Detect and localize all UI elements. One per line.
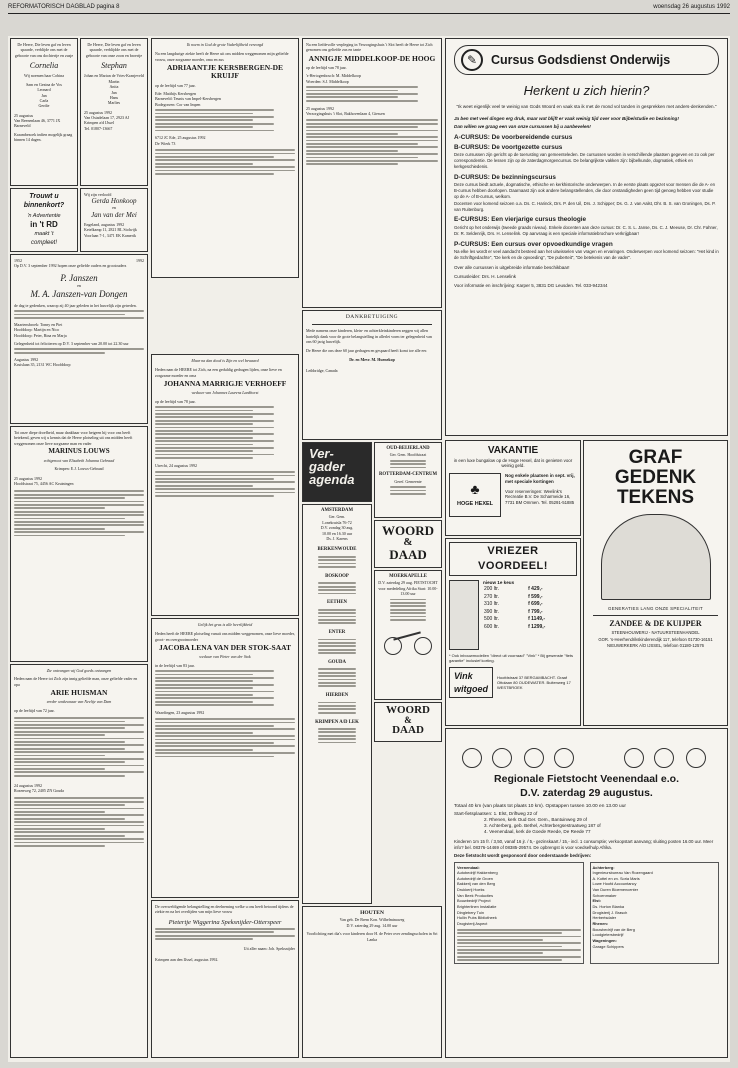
janszen-body: de dag te gedenken, waarop zij 40 jaar geleden in het huwelijk zijn getreden. xyxy=(14,302,137,308)
graf-desc: STEENHOUWERIJ - NATUURSTEENHANDEL xyxy=(611,629,700,635)
masthead-right: woensdag 26 augustus 1992 xyxy=(653,4,730,10)
vriezer-note: * Ook inbouwmodellen "direct uit voorraad" "Vink" * Bij gewenste "fiets garantie" inclusief korting. xyxy=(449,652,573,664)
tree-icon: ♣ xyxy=(470,483,480,499)
cornelia-child: Gerdie xyxy=(38,103,50,109)
fiets-sponsor: Deze fietstocht wordt gesponsord door onderstaande bedrijven: xyxy=(454,853,592,859)
hon-addr2: Voorlaan 7-1, 3471 EK Kamerik xyxy=(84,232,137,238)
engagement-honkoop xyxy=(80,188,148,252)
agenda-place: ENTER xyxy=(328,630,346,636)
price-row xyxy=(483,593,577,601)
houten-note: Voorlichting met dia's voor kinderen door H. de Peter over zendingsscholen in Sri Lanka xyxy=(306,931,438,942)
hon-name2: Jan van der Mei xyxy=(91,210,137,219)
masthead xyxy=(8,4,730,14)
janszen-and: en xyxy=(77,283,81,289)
sponsor-item: Brighterlinen Installatie xyxy=(457,904,497,910)
vakantie-title: VAKANTIE xyxy=(487,445,539,456)
vakantie-ad xyxy=(445,440,581,536)
janszen-extra: Gelegenheid tot feliciteren op D.V. 3 september van 20.00 tot 22.30 uur xyxy=(14,341,129,346)
sponsor-item: Van Beek Producties xyxy=(457,892,494,898)
graf-firm: ZANDEE & DE KUIJPER xyxy=(609,618,702,628)
sponsor-item: Elst: xyxy=(592,898,601,904)
janszen-name1: P. Janszen xyxy=(60,272,98,283)
price-value: f 799,- xyxy=(528,608,543,615)
vergader-agenda-logo xyxy=(302,442,372,502)
cursus-docent: Docenten voor komend seizoen o.a. Ds. C. Harinck, Drs. P. den Uil, Drs. J. Schipper; Ds. G. J. van Aalst, Dhr. B. S. van Groningen, Ds. P. van Ruitenburg. xyxy=(454,200,716,212)
arie-sub: eerder weduwnaar van Neeltje van Dam xyxy=(46,699,112,705)
sponsor-item: Drogisterij Aspect xyxy=(457,921,488,927)
price-row xyxy=(483,608,577,616)
agenda-line: Ds. J. Karens xyxy=(326,536,348,542)
stephan-intro: De Heere, Die leven gaf en leven spaarde, verblijdde ons met de geboorte van onze zoon en broertje xyxy=(85,42,143,58)
vriezer-shops: Hoofdstraat 37 BERGAMBACHT. Graaf Ottolaan 80 OUDEWATER. Buitenweg 17 WESTBROEK xyxy=(496,674,571,691)
hon-date: Engeland, augustus 1992 xyxy=(84,221,125,227)
vriezer-sub: nieuw 1e keus xyxy=(483,579,515,585)
obituary-annigje xyxy=(302,38,442,308)
sponsor-item: Veenendaal: xyxy=(457,864,480,870)
woord-daad-word: WOORD xyxy=(386,704,430,716)
dankbetuiging xyxy=(302,310,442,440)
sponsor-item: Autobedrijf de Groen xyxy=(457,875,493,881)
graf-gedenktekens-ad xyxy=(583,440,728,726)
adri-age: op de leeftijd van 77 jaar. xyxy=(155,82,196,88)
janszen-kid: Hoofddorp: Martijn en Nico xyxy=(14,327,60,333)
agenda-place: HIERDEN xyxy=(325,693,349,699)
sponsor-item: Herbertsdaler xyxy=(592,915,617,921)
trouw-line4: in 't RD xyxy=(30,220,58,230)
price-size: 390 ltr. xyxy=(484,608,500,615)
cursus-bold2: Dan willen we graag een van onze cursussen bij u aanbevelen! xyxy=(454,123,591,129)
johanna-motto: Maar na dan dood is Zijn en wel bewaard xyxy=(191,358,259,363)
stephan-child: Martin xyxy=(108,78,120,84)
marinus-place: Krimpen: E.J. Louws-Gebraad xyxy=(54,466,104,472)
sponsor-item: A. Kottel en zn. Soria Maris xyxy=(592,875,640,881)
sponsor-item: Loodgietersbedrijf xyxy=(592,932,624,938)
fiets-title: Regionale Fietstocht Veenendaal e.o. xyxy=(494,773,679,785)
cursus-title: Cursus Godsdienst Onderwijs xyxy=(491,52,671,67)
hon-addr1: Ketelkamp 11, 2821 BL Stolwijk xyxy=(84,227,137,233)
price-value: f 1299,- xyxy=(528,623,546,630)
adri-motto: Ik noem in God de grote Vaderlijkheid verzorgd xyxy=(186,42,264,47)
hon-name1: Gerda Honkoop xyxy=(91,197,137,206)
stephan-child: Jan xyxy=(111,89,117,95)
price-row xyxy=(483,586,577,594)
houten-body: D.V. zaterdag 29 aug. 14.00 uur xyxy=(346,922,398,928)
cursus-a-heading: A-CURSUS: De voorbereidende cursus xyxy=(454,134,573,142)
anniversary-janszen xyxy=(10,254,148,424)
woord-daad-daad: DAAD xyxy=(392,724,424,736)
cursus-godsdienst-onderwijs-ad xyxy=(445,38,728,436)
cornelia-note: Kraambezoek indien mogelijk graag binnen 14 dagen. xyxy=(14,131,73,143)
price-size: 500 ltr. xyxy=(484,616,500,623)
cornelia-address: Van Reenenlaan 46, 3771 JX Barneveld xyxy=(14,118,61,129)
adri-name: ADRIAANTJE KERSBERGEN-DE KRUIJF xyxy=(166,63,284,81)
sponsor-item: Drogisterij J. Brasch xyxy=(592,909,628,915)
agenda-line: D.V. zondag 30 aug. xyxy=(320,525,354,531)
janszen-address: Kruislaan 35, 2131 WC Hoofddorp xyxy=(14,361,71,367)
annigje-date: 25 augustus 1992 xyxy=(306,105,334,111)
sponsor-item: Dinglebery Tuin xyxy=(457,909,485,915)
graf-tagline: GENERATIES LANG ONZE SPECIALITEIT xyxy=(608,605,703,611)
janszen-name2: M. A. Janszen-van Dongen xyxy=(30,288,128,299)
hoge-hexel-logo xyxy=(449,473,501,517)
janszen-date: Augustus 1992 xyxy=(14,356,39,362)
marinus-sub: echtgenoot van Elisabeth Johanna Gebraad xyxy=(43,457,115,463)
agenda-place: KRIMPEN A/D LEK xyxy=(315,719,359,725)
cursus-over: Over alle cursussen is uitgebreide informatie beschikbaar! xyxy=(454,264,570,270)
cursus-leider: Cursusleider: Drs. H. Lenselink xyxy=(454,273,517,279)
jacoba-name: JACOBA LENA VAN DER STOK-SAAT xyxy=(159,643,291,653)
adri-relative: Ede: Matthijs Kersbergen xyxy=(155,91,197,97)
agenda-line: 10.00 en 16.30 uur xyxy=(321,530,353,536)
agenda-line: Ger. Gem. xyxy=(328,514,346,520)
adri-relative: Barneveld: Teunis van Impel-Kersbergen xyxy=(155,96,221,102)
marinus-address: Hoofdstraat 75, 4456 AC Kruiningen xyxy=(14,481,74,487)
dank-title: DANKBETUIGING xyxy=(345,314,399,320)
annigje-name: ANNIGJE MIDDELKOOP-DE HOOG xyxy=(308,53,436,63)
cornelia-child: Jan xyxy=(41,92,47,98)
stephan-child: Marlies xyxy=(107,100,121,106)
cursus-b-heading: B-CURSUS: De voortgezette cursus xyxy=(454,143,563,151)
janszen-year2: 1992 xyxy=(136,258,144,263)
woord-daad-amp: & xyxy=(403,536,413,548)
annigje-address: Verzorgingshuis 't Slot, Bakhovenlaan 4, Giessen xyxy=(306,110,385,116)
sponsor-list-2 xyxy=(590,862,720,965)
agenda-place: BOSKOOP xyxy=(325,573,349,579)
sponsor-item: Wageningen: xyxy=(592,938,617,944)
agenda-brand1: Ver- xyxy=(309,446,334,461)
cornelia-child: Leonard xyxy=(37,87,51,93)
arie-name: ARIE HUISMAN xyxy=(50,688,108,698)
cursus-bold1: Ja ben met veel dingen erg druk, maar wat blijft er vaak weinig tijd over voor Bijbelstudie en bezinning! xyxy=(454,115,679,121)
dank-place: Lethbridge, Canada xyxy=(306,368,338,374)
pietertje-sign: Uit aller naam: Joh. Speksnijder xyxy=(243,945,295,951)
johanna-date: Utrecht, 24 augustus 1992 xyxy=(155,462,197,468)
jacoba-age: in de leeftijd van 83 jaar. xyxy=(155,662,195,668)
trouw-line6: compleet! xyxy=(30,239,57,246)
sponsor-item: Bouwbedrijf Project xyxy=(457,898,491,904)
graf-line3: TEKENS xyxy=(616,486,695,508)
price-value: f 429,- xyxy=(528,586,543,593)
jacoba-sub: weduwe van Pieter van der Stok xyxy=(199,654,251,660)
obituary-adriaantje xyxy=(151,38,299,278)
sponsor-list-1 xyxy=(454,862,584,965)
bicycle-illustration xyxy=(378,627,438,657)
cornelia-child: Carla xyxy=(39,97,49,103)
adri-intro: Na een langdurige ziekte heeft de Heere uit ons midden weggenomen mijn geliefde vrouw, onze zorgzame moeder, oma en zus xyxy=(155,51,289,62)
cornelia-parents: Sam en Gezina de Vos xyxy=(26,81,62,87)
fiets-start: 2. Rhenen, kerk Oud Ger. Gem., Bantuinweg 29 of xyxy=(484,817,587,822)
vriezer-price-table xyxy=(483,586,577,631)
sponsor-item: Garage Schippers xyxy=(592,943,624,949)
price-value: f 599,- xyxy=(528,593,543,600)
woord-daad-logo-2 xyxy=(374,702,442,742)
obituary-arie xyxy=(10,664,148,1058)
houten-sub: Van geb. De Brem Kon. Wilhelminaweg xyxy=(339,917,405,923)
oud-body: Ger. Gem. Hoofdstraat xyxy=(389,452,427,458)
annigje-relative: 's-Hertogenbosch: M. Middelkoop xyxy=(306,73,362,79)
dank-sign: De Heere die ons deze 60 jaar gedragen en gespaard heeft komt toe alle eer. xyxy=(306,347,428,353)
fietstocht-ad xyxy=(445,728,728,1058)
woord-daad-amp: & xyxy=(404,715,412,725)
cursus-p-heading: P-CURSUS: Een cursus over opvoedkundige vragen xyxy=(454,240,613,248)
agenda-houten xyxy=(302,906,442,1058)
jacoba-intro: Heden heeft de HEERE plotseling vanuit ons midden weggenomen, onze lieve moeder, groot- en overgrootmoeder xyxy=(155,631,295,642)
pietertje-date: Krimpen aan den IJssel, augustus 1992. xyxy=(155,957,219,963)
announcement-cornelia xyxy=(10,38,78,186)
vriezer-title: VRIEZER VOORDEEL! xyxy=(449,542,577,576)
fiets-totaal: Totaal 40 km (van plaats tot plaats 10 km). Opstappen tussen 10.00 en 13.00 uur xyxy=(454,804,626,810)
agenda-place: GOUDA xyxy=(328,659,346,665)
adri-relative: Bodegraven: Cor van Impen xyxy=(155,101,201,107)
price-row xyxy=(483,624,577,632)
johanna-age: op de leeftijd van 78 jaar. xyxy=(155,398,196,404)
moerkapelle-body: D.V. zaterdag 29 aug. FIETSTOCHT voor mededeling Afrika Start: 10.00-13.00 uur xyxy=(378,580,438,597)
agenda-brand3: agenda xyxy=(309,472,355,487)
price-size: 200 ltr. xyxy=(484,586,500,593)
masthead-left: REFORMATORISCH DAGBLAD pagina 8 xyxy=(8,4,120,10)
cursus-subtitle: Herkent u zich hierin? xyxy=(523,83,650,98)
cursus-header xyxy=(454,45,719,75)
sponsor-item: Rhenen: xyxy=(592,921,609,927)
obituary-marinus xyxy=(10,426,148,662)
pietertje-intro: De overweldigende belangstelling en deelneming welke u ons heeft betoond tijdens de ziekte en na het overlijden van mijn lieve vrouw xyxy=(155,904,294,915)
johanna-intro: Heden nam de HEERE tot Zich, na een geduldig gedragen lijden, onze lieve en zorgzame moeder en oma xyxy=(155,367,282,378)
woord-daad-daad: DAAD xyxy=(389,547,427,562)
cursus-d-text: Deze cursus biedt actuele, dogmatische, ethische en kerkhistorische onderwerpen. In de eerste plaats opgezet voor mensen die de A- en B-cursus hebben doorlopen. Daarnaast zijn ook andere belangstellenden, die door onstandigheden geen tijd genoeg hebben voor studie op de A- of B-cursus, welkom. xyxy=(454,182,716,200)
oud-head: OUD-BEIJERLAND xyxy=(386,446,430,451)
cursus-logo-icon: ✎ xyxy=(461,49,483,71)
fiets-date: D.V. zaterdag 29 augustus. xyxy=(520,787,653,800)
vakantie-offer: Nog enkele plaatsen in sept. vrij, met speciale kortingen xyxy=(505,473,575,485)
marinus-date: 25 augustus 1992 xyxy=(14,475,42,481)
rotterdam-body: Geref. Gemeente xyxy=(394,478,422,484)
price-size: 270 ltr. xyxy=(484,593,500,600)
graf-address: GOR. 's-Heerhendrikskinderendijk 117, telefoon 01730-16151 xyxy=(598,637,713,643)
thanks-pietertje xyxy=(151,900,299,1058)
gravestone-illustration xyxy=(601,514,711,600)
announcement-stephan xyxy=(80,38,148,186)
rotterdam-head: ROTTERDAM-CENTRUM xyxy=(378,472,438,478)
cursus-ab-text: Deze cursussen zijn gericht op de toerusting van gemeenteleden. De cursussen worden in verschillende plaatsen gegeven en zo ook per correspondentie. De lessen zijn op de zaterdagmorgencursus. De belangrijkste vakken zijn: bijbelkunde, dogmatiek, ethiek en kerkgeschiedenis. xyxy=(454,152,715,169)
janszen-kid: Maartensbroek: Tonny en Piet xyxy=(14,321,63,327)
trouw-line1: Trouwt u xyxy=(29,193,59,200)
vakantie-contact: Voor reserveringen: Weelink's Recreatie B.V. De Scharmeide 16, 7731 BM Ommen. Tel. 05291-51885 xyxy=(505,488,575,506)
agenda-brand2: gader xyxy=(309,459,345,474)
marinus-intro: Tot onze diepe droefheid, maar dankbaar voor hetgeen hij voor ons heeft betekend, geven wij u kennis dat de Heere plotseling uit ons midden heeft weggenomen onze lieve zorgzame man en vader xyxy=(14,430,133,446)
vakantie-line: in een luxe bungalow op de Hoge Hexel, dat is genieten voor weinig geld. xyxy=(453,457,573,469)
adri-address: De Wierk 73 xyxy=(155,140,176,146)
stephan-date: 25 augustus 1992 xyxy=(84,109,112,115)
arie-date: 24 augustus 1992 xyxy=(14,782,42,788)
agenda-moerkapelle xyxy=(374,570,442,700)
trouw-line3: 'n Advertentie xyxy=(27,212,61,219)
stephan-child: Hans xyxy=(109,94,119,100)
price-size: 600 ltr. xyxy=(484,623,500,630)
price-size: 310 ltr. xyxy=(484,601,500,608)
graf-line2: GEDENK xyxy=(614,466,697,488)
fiets-start: 3. Achterberg, geb. Bethel, Achterbergsestraatweg 187 of xyxy=(484,823,601,829)
cursus-info: Voor informatie en inschrijving: Karper 5, 3831 DG Leusden. Tel. 033-942344 xyxy=(454,283,608,288)
arie-address: Rozenweg 72, 2405 ZN Gouda xyxy=(14,788,64,794)
obituary-johanna xyxy=(151,354,299,616)
graf-address2: NIEUWERKERK A/D IJSSEL, telefoon 01180-12576 xyxy=(607,642,704,648)
fiets-start: Start-fietsplaatsen: 1. Elst, Driftweg 22 of xyxy=(454,810,538,816)
fiets-start: 4. Veenendaal, kerk de Goede Reede, De Reede 77 xyxy=(484,829,591,835)
janszen-intro: Op D.V. 3 september 1992 hopen onze geliefde ouders en grootouders xyxy=(14,263,127,269)
sponsor-item: Ingenieursbureau Van Rozengaard xyxy=(592,870,653,876)
obituary-jacoba xyxy=(151,618,299,898)
sponsor-item: Lowe Hoofd Accountancy xyxy=(592,881,637,887)
woord-daad-word: WOORD xyxy=(382,523,434,538)
hon-intro: Wij zijn verloofd xyxy=(84,192,112,197)
vink-logo: Vink witgoed xyxy=(449,667,493,697)
agenda-place: EETHEN xyxy=(327,600,347,606)
agenda-place: AMSTERDAM xyxy=(321,508,353,513)
trouw-line2: binnenkort? xyxy=(23,202,65,210)
agenda-line: Lonekruisla 76-72 xyxy=(322,519,352,525)
price-row xyxy=(483,616,577,624)
cornelia-date: 25 augustus xyxy=(14,112,33,118)
annigje-relative: Woerden: S.J. Middelkoop xyxy=(306,78,349,84)
cornelia-intro: De Heere, Die leven gaf en leven spaarde, verblijde ons met de geboorte van ons dochtertje en zusje xyxy=(14,42,74,58)
sponsor-item: Bakkerij van den Berg xyxy=(457,881,496,887)
janszen-kid: Hoofddorp: Peter, Rina en Marja xyxy=(14,332,67,338)
stephan-address: Van Ostadelaan 17, 2923 AJ Krimpen a/d IJssel xyxy=(84,115,130,126)
cursus-e-text: Gericht op het onderwijs (tweede graads niveau). Enkele docenten aan deze cursus: Dr. C. S. L. Janse, Ds. C. J. Meeuse, Dr. Chr. Fahner, Dr. R. Seldenrijk, Drs. H. Lenselink. Op aanvraag is een speciale informatiebrochure verkrijgbaar! xyxy=(454,225,718,236)
stephan-tel: Tel. 01807-13667 xyxy=(84,125,113,131)
trouw-line5: maakt 't xyxy=(34,231,54,238)
sponsor-item: Autobedrijf Hakkenberg xyxy=(457,870,498,876)
agenda-place: BERKENWOUDE xyxy=(317,547,357,553)
cursus-quote: "Ik weet eigenlijk veel te weinig van Gods Woord en vaak sta ik met de mond vol tanden in gesprekken met anders-denkenden." xyxy=(456,103,717,109)
janszen-year1: 1952 xyxy=(14,258,22,263)
arie-intro: Heden nam de Heere tot Zich zijn innig geliefde man, onze geliefde vader en opa xyxy=(14,676,138,687)
cursus-d-heading: D-CURSUS: De bezinningscursus xyxy=(454,173,556,181)
stephan-child: Anita xyxy=(109,84,119,90)
cursus-e-heading: E-CURSUS: Een vierjarige cursus theologie xyxy=(454,216,587,224)
price-row xyxy=(483,601,577,609)
annigje-age: op de leeftijd van 78 jaar. xyxy=(306,65,347,71)
marinus-name: MARINUS LOUWS xyxy=(48,447,110,456)
cyclists-illustration xyxy=(454,734,719,772)
woord-daad-logo-1 xyxy=(374,520,442,568)
sponsor-item: Schoenmaker xyxy=(592,892,617,898)
annigje-intro: Na een liefdevolle verpleging in Verzorgingshuis 't Slot heeft de Heere tot Zich genomen ons geliefde zus en tante xyxy=(306,42,433,53)
graf-line1: GRAF xyxy=(628,447,683,468)
jacoba-motto: Gelijk het gras is alle heerlijkheid xyxy=(197,622,253,627)
price-value: f 1149,- xyxy=(528,616,546,623)
cornelia-line: Wij noemen haar Cobina xyxy=(24,73,64,79)
jacoba-date: Waardingen, 23 augustus 1992 xyxy=(155,709,205,715)
agenda-oud-beijerland xyxy=(374,442,442,518)
sponsor-item: Van Duren Bloemencenter xyxy=(592,887,639,893)
sponsor-item: Achterberg: xyxy=(592,864,615,870)
stephan-name: Stephan xyxy=(101,61,127,71)
hon-and: en xyxy=(112,205,116,211)
agenda-listing xyxy=(302,504,372,904)
newspaper-page xyxy=(8,36,730,1062)
sponsor-item: Drukkerij Hoeks xyxy=(457,887,485,893)
price-value: f 699,- xyxy=(528,601,543,608)
vriezer-voordeel-ad xyxy=(445,538,581,726)
pietertje-name: Pietertje Wiggerina Speksnijder-Otterspeer xyxy=(168,918,282,926)
cornelia-name: Cornelia xyxy=(29,61,59,71)
cursus-p-text: Na elke les wordt er veel aandacht besteed aan het uitwisselen van vragen en ervaringen. Onderwerpen voor komend seizoen: "Het kind in de Schriftgedachte", "De kerk en de opvoeding", "De puberteit", "De betekenis van de vader". xyxy=(454,249,719,261)
sponsor-item: Ds. Horton Bianka xyxy=(592,904,625,910)
sponsor-item: Bouwbedrijf van de Berg xyxy=(592,926,635,932)
johanna-name: JOHANNA MARRIGJE VERHOEFF xyxy=(163,379,287,389)
johanna-sub: weduwe van Johannes Laurens Lankhorst xyxy=(191,390,259,396)
arie-age: op de leeftijd van 72 jaar. xyxy=(14,707,55,713)
arie-motto: Zie ontvangen wij God goeds ontvangen xyxy=(46,668,112,673)
sponsor-item: Hullin Pubs Bibliotheek xyxy=(457,915,497,921)
fiets-kinder: Kinderen 1m 15 fr. / 3,50, vanaf 16 jr. / 5,- gezinskaart / 15,- incl. 1 consumptie; verkoopstart aanvang; sluiting posten 16.00 uur. Meer info? bel. 08376-14469 of 08385-29574. De opbrengst is voor voedselhulp Afrika. xyxy=(454,838,714,850)
houten-head: HOUTEN xyxy=(360,910,384,916)
adri-date: 6712 JC Ede, 25 augustus 1992 xyxy=(155,135,206,141)
freezer-illustration xyxy=(449,580,479,650)
dank-body: Mede namens onze kinderen, klein- en achterkleinkinderen zeggen wij allen hartelijk dank voor de grote belangstelling in allerlei vorm ter gelegenheid van ons 60 jarig huwelijk. xyxy=(306,328,432,345)
dank-names: Dr. en Mevr. M. Huenekop xyxy=(349,356,395,362)
trouwt-u-ad xyxy=(10,188,78,252)
moerkapelle-head: MOERKAPELLE xyxy=(389,574,427,579)
stephan-parents: Johan en Marian de Vries-Kranjeveld xyxy=(84,73,144,79)
vakantie-brand: HOGE HEXEL xyxy=(456,501,494,508)
